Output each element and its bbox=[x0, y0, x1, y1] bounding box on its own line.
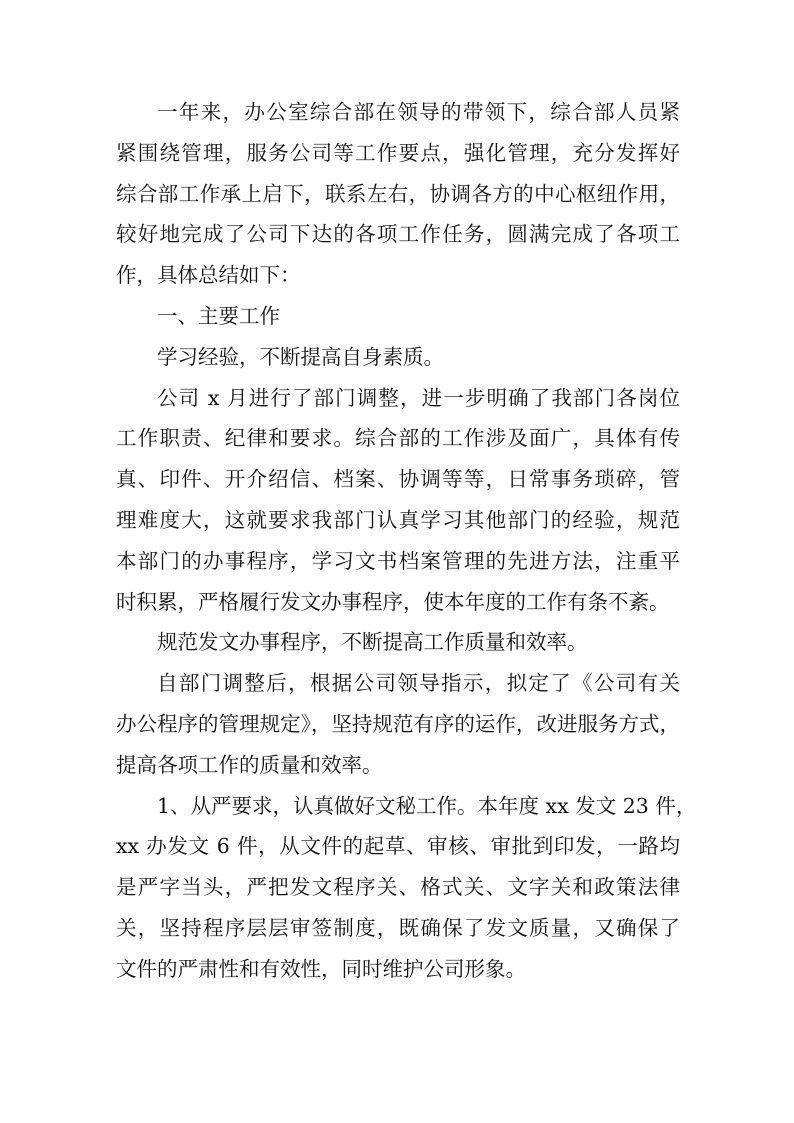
paragraph-line: 1、从严要求，认真做好文秘工作。本年度 xx 发文 23 件， bbox=[157, 793, 697, 818]
subheading-line: 学习经验，不断提高自身素质。 bbox=[157, 344, 444, 369]
paragraph-line: 综合部工作承上启下，联系左右，协调各方的中心枢纽作用， bbox=[116, 181, 680, 206]
paragraph-line: 紧围绕管理，服务公司等工作要点，强化管理，充分发挥好 bbox=[116, 140, 680, 165]
subheading-line: 规范发文办事程序，不断提高工作质量和效率。 bbox=[157, 630, 588, 655]
paragraph-department-adjustment bbox=[116, 378, 680, 623]
paragraph-line: 文件的严肃性和有效性，同时维护公司形象。 bbox=[116, 956, 526, 981]
paragraph-line: 提高各项工作的质量和效率。 bbox=[116, 752, 383, 777]
subheading-study bbox=[116, 337, 680, 378]
paragraph-line: 作，具体总结如下： bbox=[116, 263, 301, 288]
heading-line: 一、主要工作 bbox=[157, 303, 280, 328]
paragraph-line: 关，坚持程序层层审签制度，既确保了发文质量，又确保了 bbox=[116, 915, 680, 940]
paragraph-intro bbox=[116, 92, 680, 296]
paragraph-line: 真、印件、开介绍信、档案、协调等等，日常事务琐碎，管 bbox=[116, 467, 680, 492]
section-heading bbox=[116, 296, 680, 337]
paragraph-line: xx 办发文 6 件，从文件的起草、审核、审批到印发，一路均 bbox=[116, 834, 680, 859]
subheading-standardize bbox=[116, 622, 680, 663]
paragraph-line: 时积累，严格履行发文办事程序，使本年度的工作有条不紊。 bbox=[116, 589, 670, 614]
paragraph-line: 是严字当头，严把发文程序关、格式关、文字关和政策法律 bbox=[116, 875, 680, 900]
paragraph-line: 较好地完成了公司下达的各项工作任务，圆满完成了各项工 bbox=[116, 222, 680, 247]
paragraph-line: 理难度大，这就要求我部门认真学习其他部门的经验，规范 bbox=[116, 507, 680, 532]
paragraph-line: 本部门的办事程序，学习文书档案管理的先进方法，注重平 bbox=[116, 548, 680, 573]
document-body bbox=[116, 92, 697, 990]
paragraph-line: 公司 x 月进行了部门调整，进一步明确了我部门各岗位 bbox=[157, 385, 680, 410]
paragraph-line: 一年来，办公室综合部在领导的带领下，综合部人员紧 bbox=[157, 100, 680, 124]
paragraph-secretarial-work bbox=[116, 786, 697, 990]
paragraph-regulations bbox=[116, 663, 680, 785]
paragraph-line: 工作职责、纪律和要求。综合部的工作涉及面广，具体有传 bbox=[116, 426, 680, 451]
paragraph-line: 自部门调整后，根据公司领导指示，拟定了《公司有关 bbox=[157, 671, 680, 696]
paragraph-line: 办公程序的管理规定》，坚持规范有序的运作，改进服务方式， bbox=[116, 711, 680, 736]
